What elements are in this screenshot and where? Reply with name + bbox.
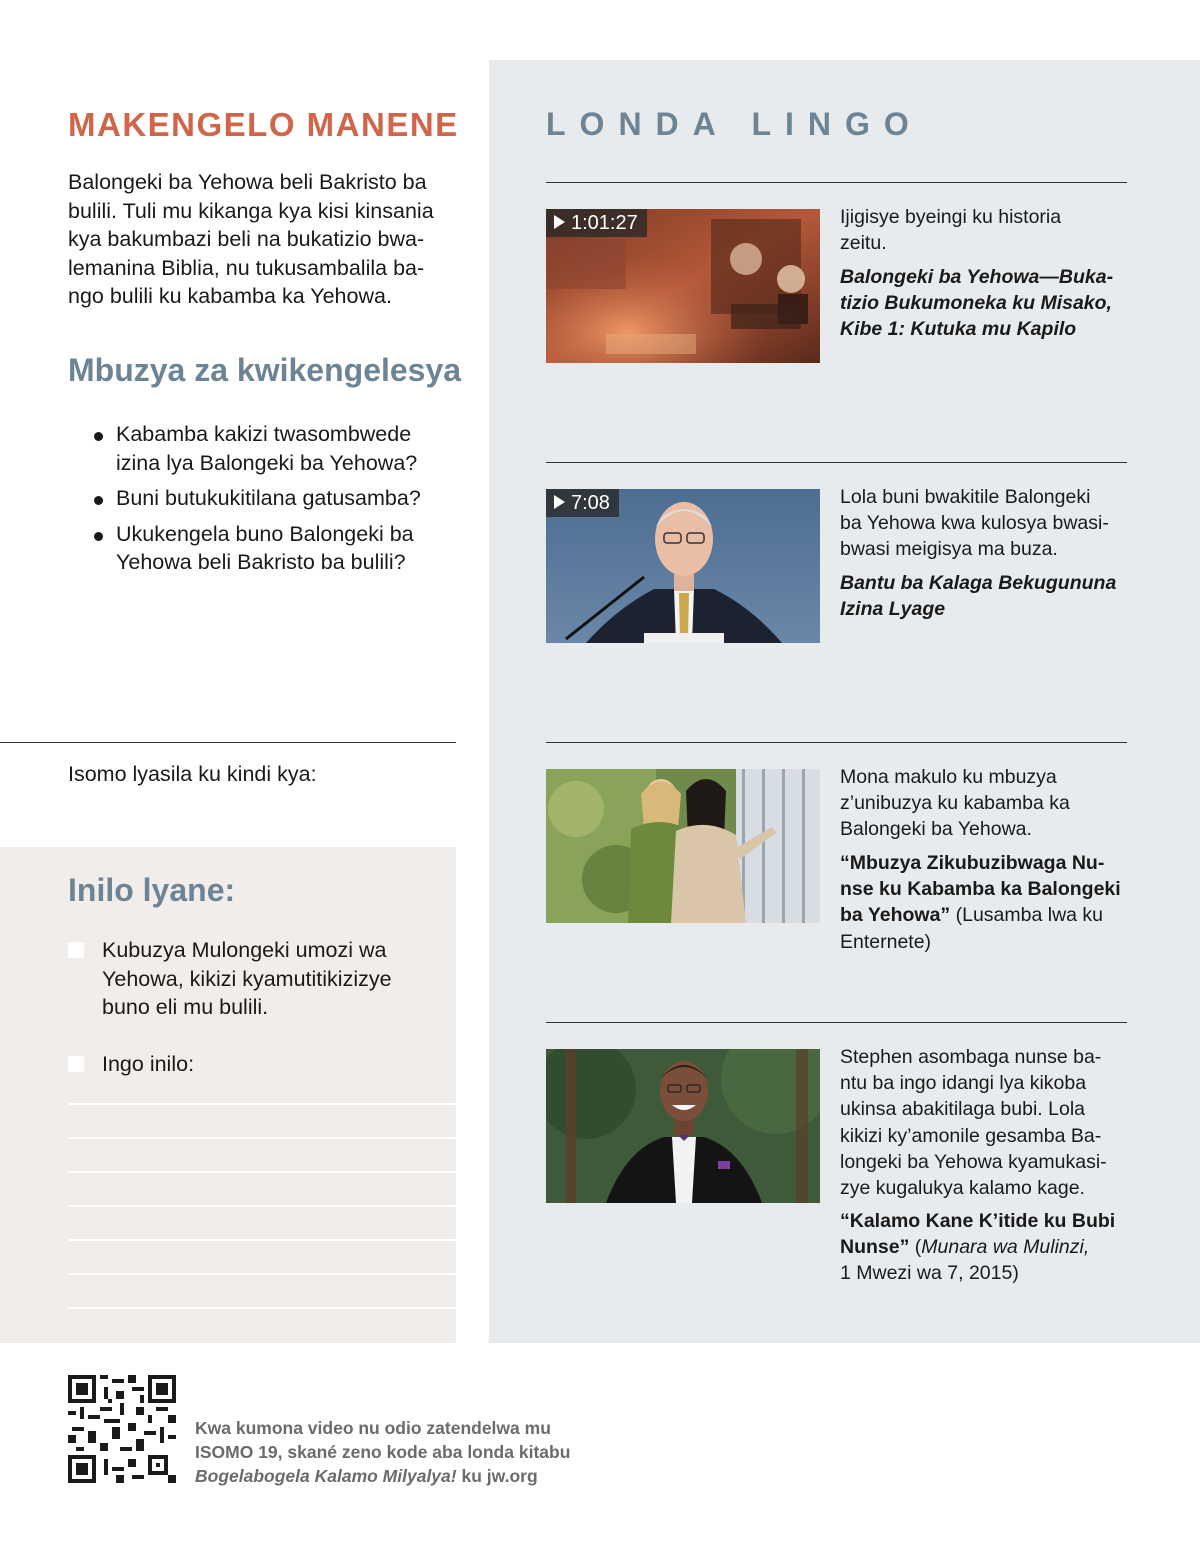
- goal-line: Ingo inilo:: [102, 1052, 195, 1076]
- title-text: Nunse”: [840, 1236, 910, 1259]
- desc-line: Ijigisye byeingi ku historia: [840, 206, 1062, 228]
- qr-code-icon: [68, 1375, 176, 1483]
- write-in-line[interactable]: [68, 1273, 456, 1275]
- footer-line: Kwa kumona video nu odio zatendelwa mu: [195, 1418, 551, 1438]
- play-icon: [554, 495, 565, 509]
- resource-title-link[interactable]: [840, 570, 1130, 622]
- lesson-completed-label: Isomo lyasila ku kindi kya:: [68, 762, 317, 786]
- question-line: Yehowa beli Bakristo ba bulili?: [116, 550, 406, 575]
- write-in-line[interactable]: [68, 1239, 456, 1241]
- article-thumbnail-stephen[interactable]: [546, 1049, 820, 1203]
- footer-note: [195, 1416, 570, 1488]
- key-points-line: bulili. Tuli mu kikanga kya kisi kinsania: [68, 198, 434, 223]
- resource-title-link[interactable]: [840, 1208, 1130, 1287]
- divider: [546, 1022, 1127, 1023]
- desc-line: zye kugalukya kalamo kage.: [840, 1177, 1085, 1200]
- desc-line: Mona makulo ku mbuzya: [840, 766, 1057, 788]
- review-questions-title: Mbuzya za kwikengelesya: [68, 352, 462, 388]
- footer-line: [195, 1464, 570, 1488]
- goal-line: Kubuzya Mulongeki umozi wa: [102, 938, 387, 962]
- footer-line: ISOMO 19, skané zeno kode aba londa kitabu: [195, 1442, 571, 1462]
- desc-line: Stephen asombaga nunse ba-: [840, 1046, 1102, 1068]
- resource-description: [840, 204, 1130, 256]
- key-points-line: ngo bulili ku kabamba ka Yehowa.: [68, 284, 392, 309]
- book-title: Bogelabogela Kalamo Milyalya!: [195, 1466, 457, 1486]
- write-in-line[interactable]: [68, 1307, 456, 1309]
- write-in-line[interactable]: [68, 1205, 456, 1207]
- key-points-title: MAKENGELO MANENE: [68, 106, 459, 143]
- duration-text: 7:08: [571, 492, 610, 514]
- qr-code[interactable]: [68, 1375, 176, 1483]
- source-text: (Lusamba lwa ku: [955, 904, 1104, 927]
- stephen-image: [546, 1049, 820, 1203]
- source-publication: Munara wa Mulinzi,: [921, 1236, 1090, 1259]
- explore-title: LONDA LINGO: [546, 106, 923, 142]
- title-line: “Kalamo Kane K’itide ku Bubi: [840, 1210, 1116, 1232]
- footer-link-text: ku jw.org: [456, 1466, 538, 1486]
- question-line: Buni butukukitilana gatusamba?: [116, 486, 421, 511]
- desc-line: zeitu.: [840, 232, 887, 255]
- key-points-line: Balongeki ba Yehowa beli Bakristo ba: [68, 170, 427, 194]
- divider: [0, 742, 456, 743]
- desc-line: bwasi meigisya ma buza.: [840, 538, 1058, 561]
- door-image: [546, 769, 820, 923]
- write-in-line[interactable]: [68, 1103, 456, 1105]
- key-points-line: kya bakumbazi beli na bukatizio bwa-: [68, 227, 425, 252]
- title-text: ba Yehowa”: [840, 904, 951, 927]
- divider: [546, 182, 1127, 183]
- title-line: Bantu ba Kalaga Bekugununa: [840, 572, 1117, 594]
- title-line: Kibe 1: Kutuka mu Kapilo: [840, 318, 1077, 341]
- goal-line: buno eli mu bulili.: [102, 995, 269, 1020]
- title-line: “Mbuzya Zikubuzibwaga Nu-: [840, 852, 1105, 874]
- desc-line: Lola buni bwakitile Balongeki: [840, 486, 1091, 508]
- review-question: [92, 420, 462, 477]
- resource-title-link[interactable]: [840, 264, 1130, 343]
- source-text: (: [914, 1236, 922, 1259]
- review-questions-list: [92, 420, 462, 584]
- write-in-line[interactable]: [68, 1137, 456, 1139]
- goal-item-1[interactable]: [68, 936, 392, 1022]
- title-line: Izina Lyage: [840, 598, 946, 621]
- key-points-line: lemanina Biblia, nu tukusambalila ba-: [68, 255, 425, 280]
- duration-text: 1:01:27: [571, 212, 638, 234]
- goal-line: Yehowa, kikizi kyamutitikizizye: [102, 966, 392, 991]
- desc-line: ba Yehowa kwa kulosya bwasi-: [840, 512, 1109, 535]
- source-text: Enternete): [840, 930, 932, 953]
- play-icon: [554, 215, 565, 229]
- video-thumbnail-history[interactable]: [546, 209, 820, 363]
- article-thumbnail-door[interactable]: [546, 769, 820, 923]
- desc-line: ukinsa abakitilaga bubi. Lola: [840, 1098, 1086, 1121]
- desc-line: kikizi ky’amonile gesamba Ba-: [840, 1124, 1102, 1147]
- desc-line: ntu ba ingo idangi lya kikoba: [840, 1072, 1087, 1095]
- title-line: nse ku Kabamba ka Balongeki: [840, 878, 1121, 901]
- checkbox[interactable]: [68, 942, 84, 958]
- question-line: Ukukengela buno Balongeki ba: [116, 521, 414, 546]
- write-in-line[interactable]: [68, 1171, 456, 1173]
- title-line: Balongeki ba Yehowa—Buka-: [840, 266, 1114, 288]
- goal-title: Inilo lyane:: [68, 872, 236, 908]
- title-line: [840, 902, 1130, 928]
- review-question: [92, 520, 462, 577]
- goal-item-2[interactable]: [68, 1050, 194, 1079]
- question-line: Kabamba kakizi twasombwede: [116, 422, 412, 446]
- resource-title-link[interactable]: [840, 850, 1130, 955]
- source-text: 1 Mwezi wa 7, 2015): [840, 1262, 1019, 1285]
- review-question: [92, 484, 462, 513]
- desc-line: longeki ba Yehowa kyamukasi-: [840, 1150, 1107, 1173]
- title-line: tizio Bukumoneka ku Misako,: [840, 292, 1112, 315]
- video-thumbnail-speaker[interactable]: [546, 489, 820, 643]
- resource-description: [840, 764, 1130, 843]
- key-points-text: [68, 168, 458, 311]
- video-duration-badge: [546, 209, 647, 237]
- title-line: [840, 1234, 1130, 1260]
- goal-panel: [0, 847, 456, 1343]
- divider: [546, 462, 1127, 463]
- desc-line: Balongeki ba Yehowa.: [840, 818, 1032, 841]
- resource-description: [840, 1044, 1130, 1201]
- desc-line: z’unibuzya ku kabamba ka: [840, 792, 1070, 815]
- checkbox[interactable]: [68, 1056, 84, 1072]
- video-duration-badge: [546, 489, 619, 517]
- question-line: izina lya Balongeki ba Yehowa?: [116, 450, 418, 475]
- resource-description: [840, 484, 1130, 563]
- divider: [546, 742, 1127, 743]
